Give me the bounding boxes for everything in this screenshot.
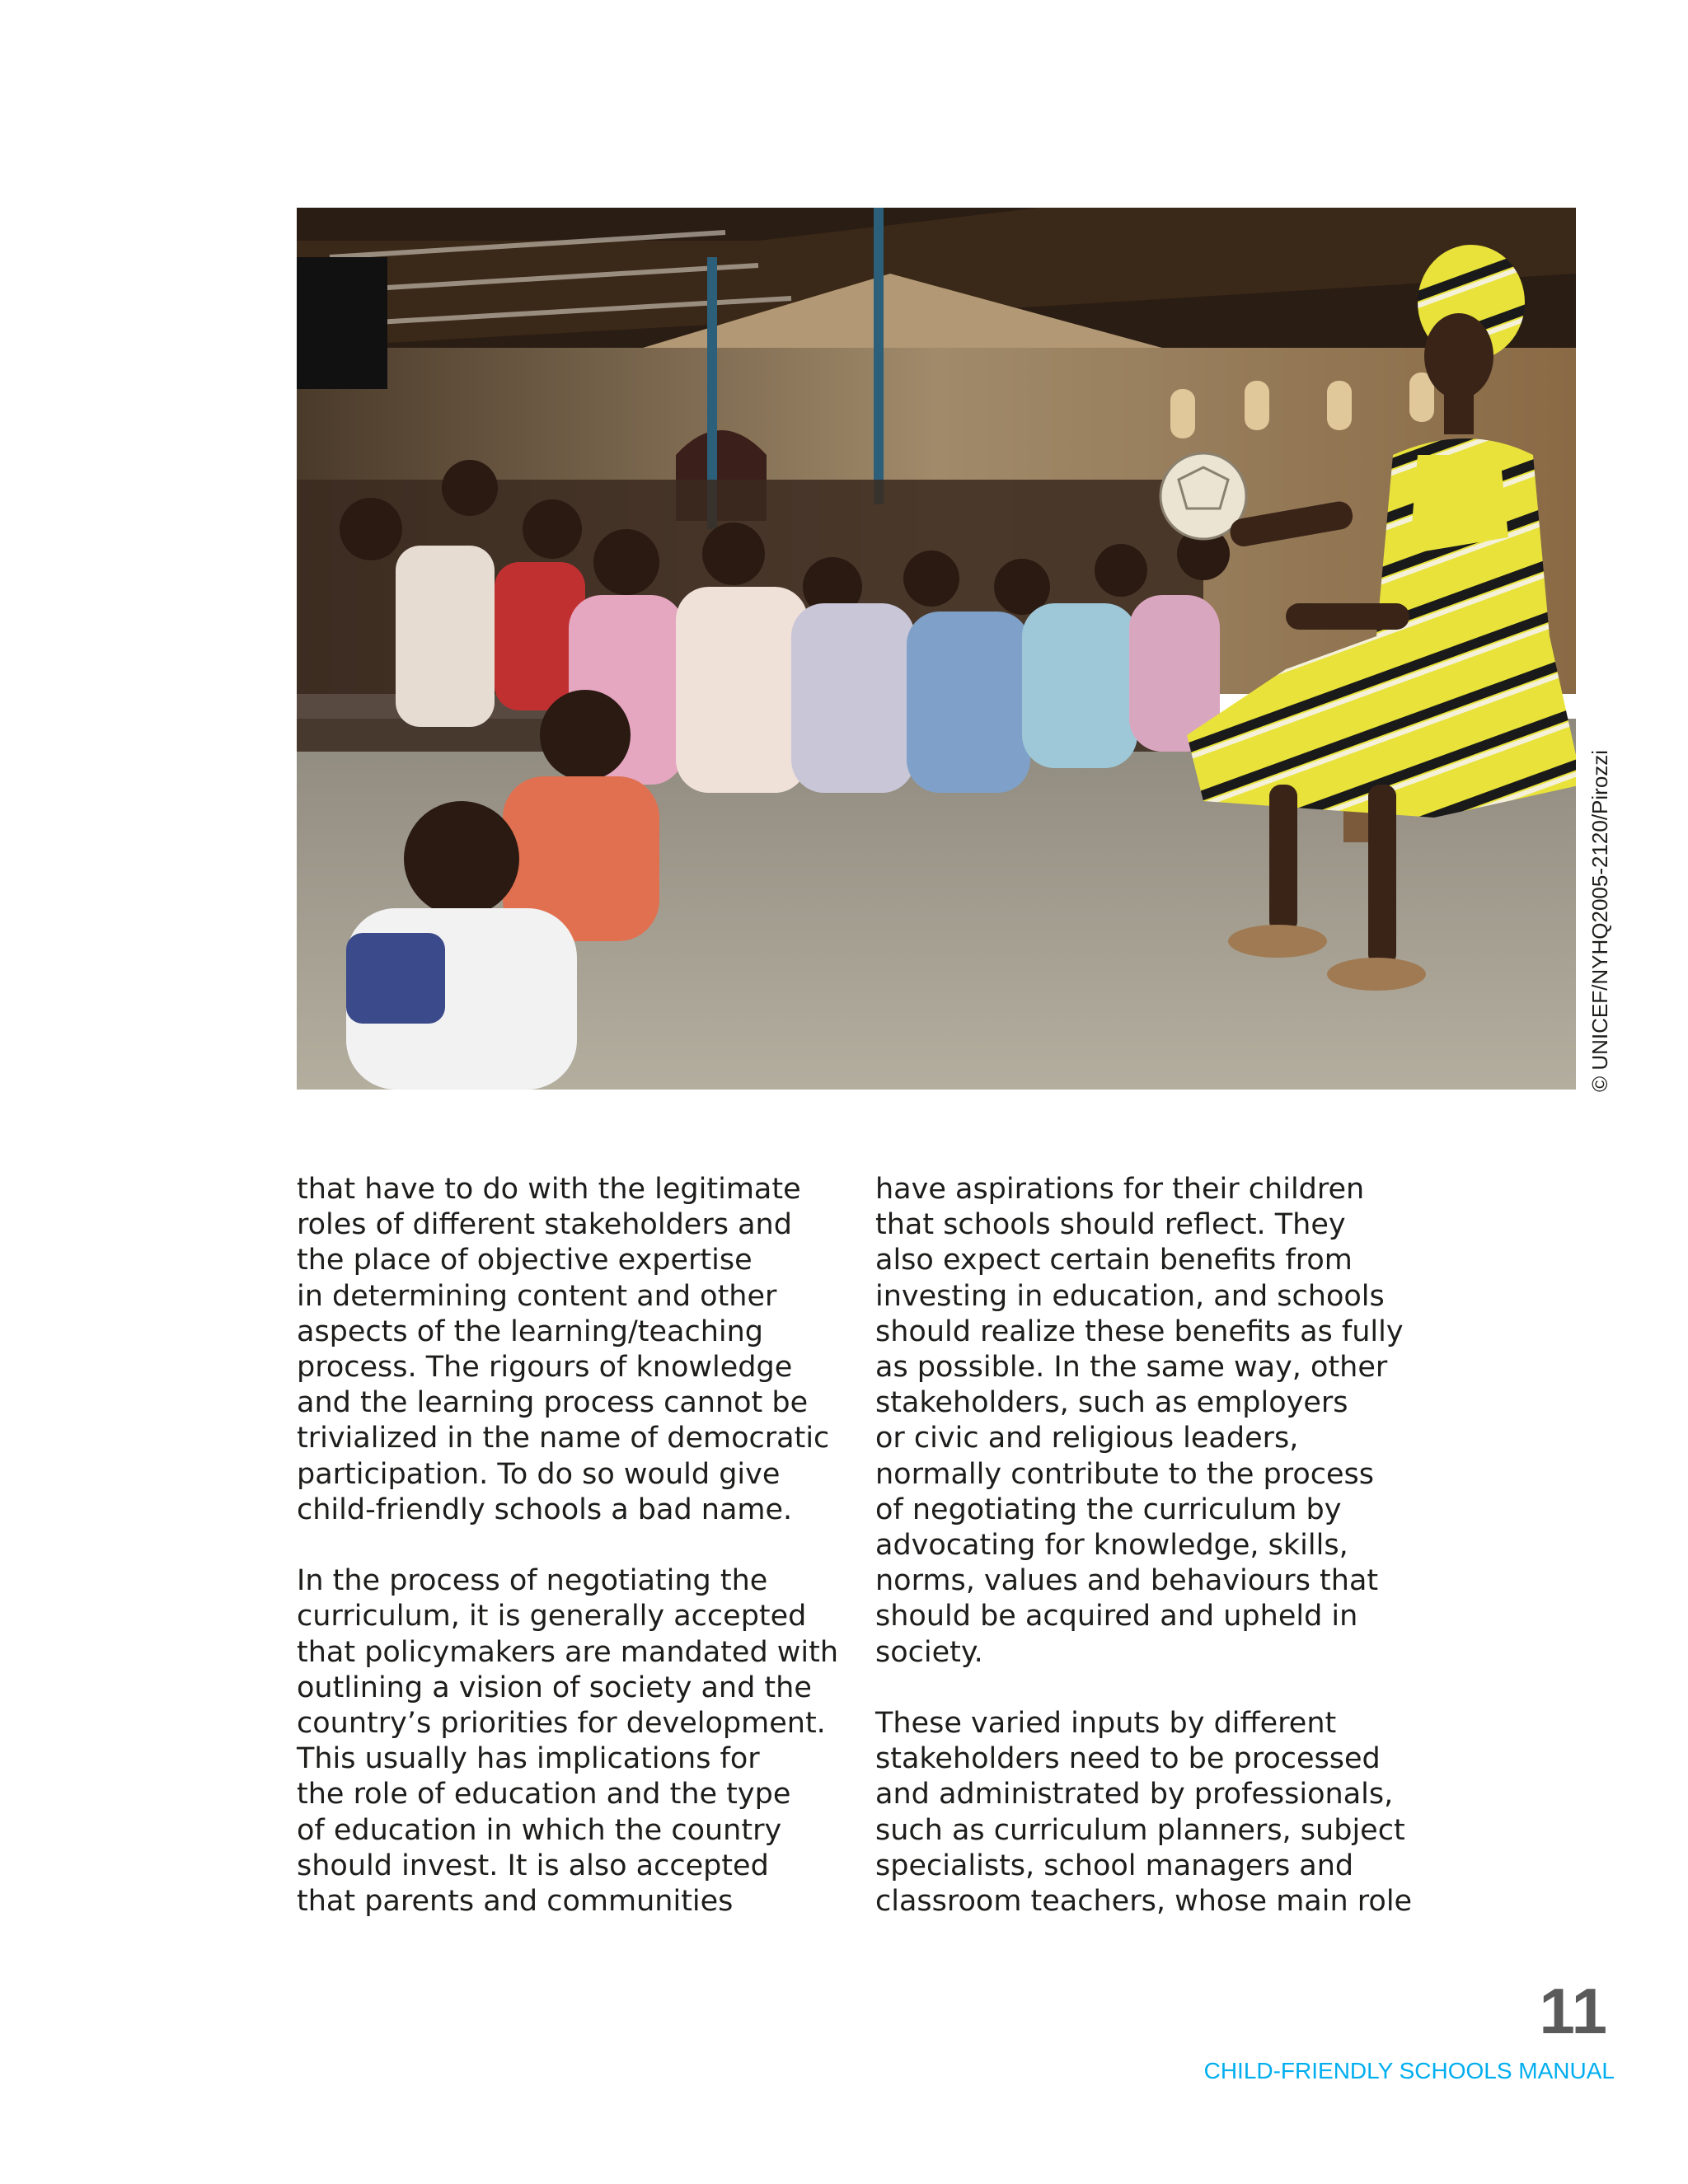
page-number: 11 bbox=[1539, 1975, 1607, 2047]
paragraph: These varied inputs by different stakeholders need to be processed and administrated by professionals, such as curriculum planners, subject specialists, school managers and classroom teachers, whose main role bbox=[875, 1707, 1413, 1919]
paragraph: that have to do with the legitimate roles of different stakeholders and the place of objective expertise in determining content and other aspects of the learning/teaching process. The rigours of knowledge and the learning process cannot be trivialized in the name of democratic participation. To do so would give child-friendly schools a bad name. bbox=[297, 1173, 830, 1526]
photo-credit: © UNICEF/NYHQ2005-2120/Pirozzi bbox=[1587, 749, 1612, 1092]
paragraph: have aspirations for their children that schools should reflect. They also expect certain benefits from investing in education, and schools should realize these benefits as fully as possible. In the same way, other stakeholders, such as employers or civic and religious leaders, normally contribute to the process of negotiating the curriculum by advocating for knowledge, skills, norms, values and behaviours that should be acquired and upheld in society. bbox=[875, 1173, 1404, 1669]
body-column-right bbox=[875, 1172, 1436, 1955]
paragraph: In the process of negotiating the curriculum, it is generally accepted that policymakers are mandated with outlining a vision of society and the country’s priorities for development. This usually has implications for the role of education and the type of education in which the country should invest. It is also accepted that parents and communities bbox=[297, 1564, 839, 1919]
running-footer-title: CHILD-FRIENDLY SCHOOLS MANUAL bbox=[1203, 2058, 1615, 2083]
body-column-left bbox=[297, 1172, 857, 1955]
classroom-photo bbox=[297, 208, 1576, 1090]
